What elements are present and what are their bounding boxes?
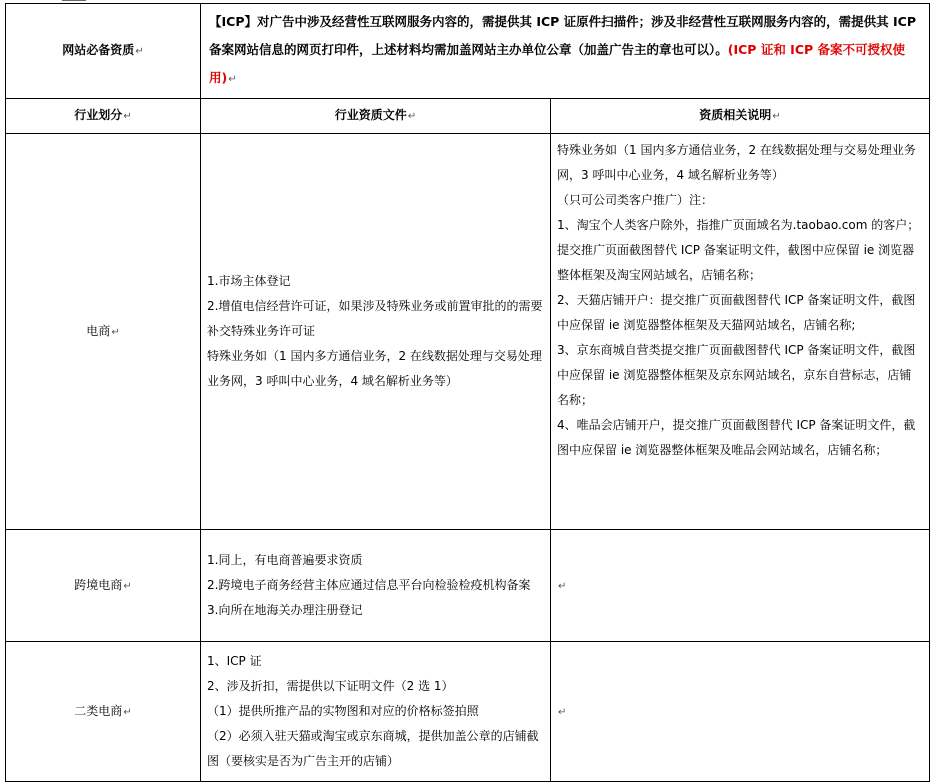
- doc-line: 1.同上，有电商普遍要求资质: [207, 553, 363, 567]
- row-cross-border: [6, 530, 930, 642]
- notes-cell: ↵: [551, 530, 930, 642]
- qualification-table: [5, 3, 930, 782]
- doc-line: 2、涉及折扣，需提供以下证明文件（2 选 1）: [207, 679, 454, 693]
- header-notes: 资质相关说明↵: [551, 99, 930, 134]
- requirement-label: 网站必备资质: [62, 43, 135, 57]
- category-cell: 跨境电商↵: [6, 530, 201, 642]
- note-line: 特殊业务如（1 国内多方通信业务，2 在线数据处理与交易处理业务网，3 呼叫中心业务，4 域名解析业务等）: [557, 143, 916, 182]
- header-documents: 行业资质文件↵: [201, 99, 551, 134]
- requirement-label-cell: 网站必备资质↵: [6, 4, 201, 99]
- note-line: 4、唯品会店铺开户，提交推广页面截图替代 ICP 备案证明文件，截图中应保留 ie 浏览器整体框架及唯品会网站域名，店铺名称；: [557, 418, 916, 457]
- doc-line: （2）必须入驻天猫或淘宝或京东商城，提供加盖公章的店铺截图（要核实是否为广告主开的店铺）: [207, 729, 539, 768]
- doc-line: （1）提供所推产品的实物图和对应的价格标签拍照: [207, 704, 479, 718]
- documents-cell: [201, 530, 551, 642]
- note-line: 2、天猫店铺开户：提交推广页面截图替代 ICP 备案证明文件，截图中应保留 ie 浏览器整体框架及天猫网站域名，店铺名称;: [557, 293, 916, 332]
- note-line: 1、淘宝个人类客户除外，指推广页面域名为.taobao.com 的客户；提交推广页面截图替代 ICP 备案证明文件，截图中应保留 ie 浏览器整体框架及淘宝网站域名，店铺名称；: [557, 218, 920, 282]
- requirement-text: 【ICP】对广告中涉及经营性互联网服务内容的，需提供其 ICP 证原件扫描件；涉及非经营性互联网服务内容的，需提供其 ICP 备案网站信息的网页打印件，上述材料均需加盖网站主办单位公章（加盖广告主的章也可以）。: [209, 14, 917, 57]
- note-line: （只可公司类客户推广）注：: [557, 193, 714, 207]
- requirement-row: [6, 4, 930, 99]
- note-line: 3、京东商城自营类提交推广页面截图替代 ICP 备案证明文件，截图中应保留 ie 浏览器整体框架及京东网站域名，京东自营标志，店铺名称；: [557, 343, 916, 407]
- documents-cell: [201, 642, 551, 782]
- doc-line: 1.市场主体登记: [207, 274, 291, 288]
- doc-line: 1、ICP 证: [207, 654, 262, 668]
- header-category: 行业划分↵: [6, 99, 201, 134]
- notes-cell: ↵: [551, 642, 930, 782]
- doc-line: 3.向所在地海关办理注册登记: [207, 603, 363, 617]
- notes-cell: [551, 134, 930, 530]
- row-secondary-ecommerce: [6, 642, 930, 782]
- doc-line: 特殊业务如（1 国内多方通信业务，2 在线数据处理与交易处理业务网，3 呼叫中心业务，4 域名解析业务等）: [207, 349, 542, 388]
- ruler-tick: [62, 0, 86, 1]
- requirement-warning: (ICP 证和 ICP 备案不可授权使用): [209, 42, 906, 85]
- category-cell: 二类电商↵: [6, 642, 201, 782]
- header-row: [6, 99, 930, 134]
- row-ecommerce: [6, 134, 930, 530]
- doc-line: 2.增值电信经营许可证，如果涉及特殊业务或前置审批的的需要补交特殊业务许可证: [207, 299, 543, 338]
- requirement-text-cell: 【ICP】对广告中涉及经营性互联网服务内容的，需提供其 ICP 证原件扫描件；涉及非经营性互联网服务内容的，需提供其 ICP 备案网站信息的网页打印件，上述材料均需加盖网站主办单位公章（加盖广告主的章也可以）。(ICP 证和 ICP 备案不可授权使用)↵: [201, 4, 930, 99]
- documents-cell: [201, 134, 551, 530]
- category-cell: 电商↵: [6, 134, 201, 530]
- doc-line: 2.跨境电子商务经营主体应通过信息平台向检验检疫机构备案: [207, 578, 531, 592]
